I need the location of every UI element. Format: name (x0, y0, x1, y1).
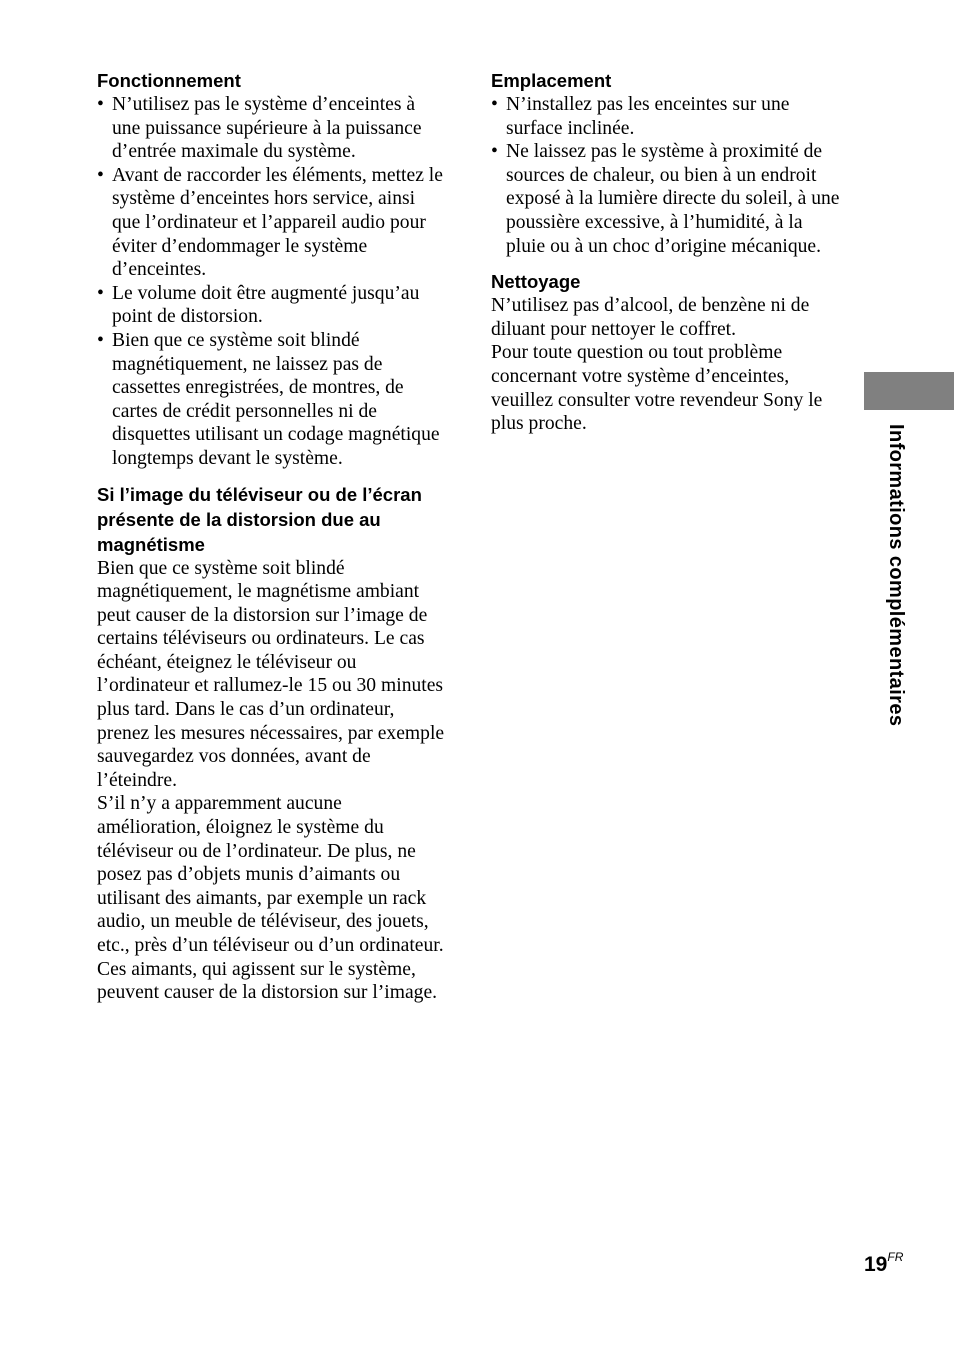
list-item: • Avant de raccorder les éléments, mettez le système d’enceintes hors service, ainsi que l’ordinateur et l’appareil audio pour éviter d’endommager le système d’enceintes. (97, 164, 447, 282)
heading-fonctionnement: Fonctionnement (97, 70, 241, 91)
heading-emplacement: Emplacement (491, 70, 612, 91)
page-number-value: 19 (864, 1253, 888, 1276)
list-item: • Ne laissez pas le système à proximité de sources de chaleur, ou bien à un endroit exposé à la lumière directe du soleil, à une poussière excessive, à l’humidité, à la pluie ou à un choc d’origine mécanique. (491, 140, 841, 258)
list-item: • N’installez pas les enceintes sur une surface inclinée. (491, 93, 841, 140)
heading-distorsion: Si l’image du téléviseur ou de l’écran présente de la distorsion due au magnétisme (97, 483, 422, 555)
left-column (97, 68, 447, 1005)
page-number (864, 1252, 903, 1277)
fonctionnement-list (97, 93, 447, 471)
right-column (491, 68, 841, 436)
section-tab (864, 372, 954, 410)
distorsion-paragraph-2: S’il n’y a apparemment aucune amélioration, éloignez le système du téléviseur ou de l’ordinateur. De plus, ne posez pas d’objets munis d’aimants ou utilisant des aimants, par exemple un rack audio, un meuble de téléviseur, des jouets, etc., près d’un téléviseur ou d’un ordinateur. Ces aimants, qui agissent sur le système, peuvent causer de la distorsion sur l’image. (97, 793, 444, 1004)
side-section-label: Informations complémentaires (885, 424, 907, 727)
page-language-suffix: FR (887, 1250, 904, 1264)
emplacement-list (491, 93, 841, 258)
list-item: • N’utilisez pas le système d’enceintes à une puissance supérieure à la puissance d’entrée maximale du système. (97, 93, 447, 164)
distorsion-paragraph-1: Bien que ce système soit blindé magnétiquement, le magnétisme ambiant peut causer de la distorsion sur l’image de certains téléviseurs ou ordinateurs. Le cas échéant, éteignez le téléviseur ou l’ordinateur et rallumez-le 15 ou 30 minutes plus tard. Dans le cas d’un ordinateur, prenez les mesures nécessaires, par exemple sauvegardez vos données, avant de l’éteindre. (97, 557, 445, 791)
list-item: • Bien que ce système soit blindé magnétiquement, ne laissez pas de cassettes enregistrées, de montres, de cartes de crédit personnelles ni de disquettes utilisant un codage magnétique longtemps devant le système. (97, 329, 447, 471)
contact-paragraph: Pour toute question ou tout problème concernant votre système d’enceintes, veuillez consulter votre revendeur Sony le plus proche. (491, 342, 823, 435)
heading-nettoyage: Nettoyage (491, 271, 581, 293)
list-item: • Le volume doit être augmenté jusqu’au point de distorsion. (97, 282, 447, 329)
nettoyage-paragraph: N’utilisez pas d’alcool, de benzène ni de diluant pour nettoyer le coffret. (491, 295, 810, 340)
